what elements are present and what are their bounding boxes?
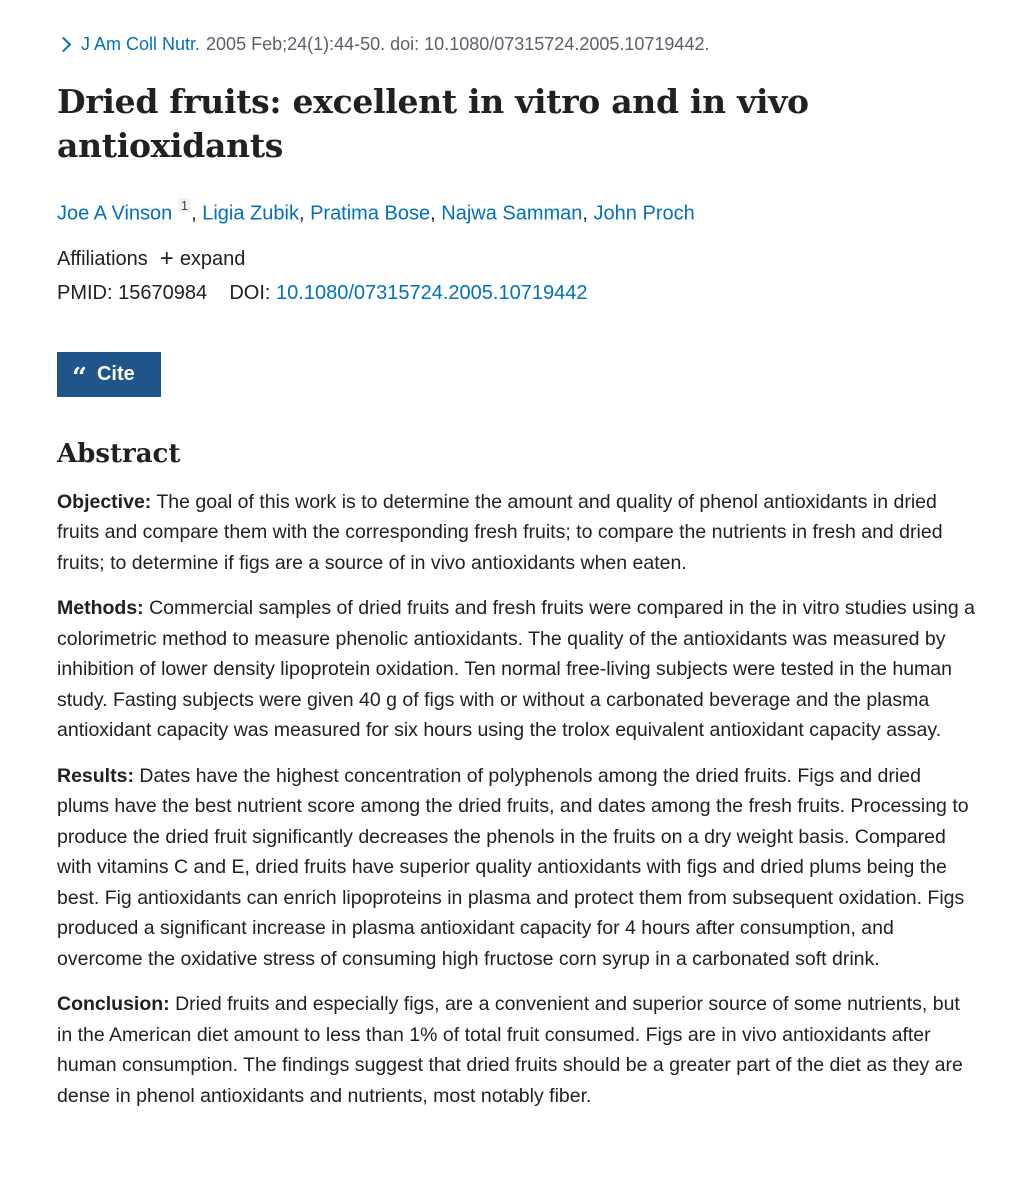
journal-link[interactable]: J Am Coll Nutr. bbox=[81, 34, 201, 54]
chevron-right-icon[interactable] bbox=[56, 36, 72, 52]
article-title: Dried fruits: excellent in vitro and in vivo antioxidants bbox=[57, 82, 809, 165]
doi-link[interactable]: 10.1080/07315724.2005.10719442 bbox=[276, 281, 588, 304]
author-link[interactable]: John Proch bbox=[593, 202, 695, 225]
author-link[interactable]: Ligia Zubik bbox=[202, 202, 299, 225]
author-link[interactable]: Joe A Vinson bbox=[57, 202, 173, 225]
author-link[interactable]: Pratima Bose bbox=[310, 202, 431, 225]
section-label: Objective: bbox=[57, 490, 152, 513]
section-text: Commercial samples of dried fruits and fresh fruits were compared in the in vitro studies using a colorimetric method to measure phenolic antioxidants. The quality of the antioxidants was measured by inhibition of lower density lipoprotein oxidation. Ten normal free-living subjects were tested in the human study. Fasting subjects were given 40 g of figs with or without a carbonated beverage and the plasma antioxidant capacity was measured for six hours using the trolox equivalent antioxidant capacity assay. bbox=[57, 597, 975, 742]
section-label: Methods: bbox=[57, 597, 144, 620]
plus-icon[interactable]: + bbox=[159, 244, 174, 272]
pmid-value: 15670984 bbox=[118, 281, 208, 304]
cite-button[interactable] bbox=[57, 352, 161, 397]
cite-button-label: Cite bbox=[96, 362, 135, 385]
abstract-results bbox=[57, 761, 977, 975]
section-label: Conclusion: bbox=[57, 993, 170, 1016]
doi-label: DOI: bbox=[229, 281, 271, 304]
article-page bbox=[57, 30, 977, 1111]
section-text: Dried fruits and especially figs, are a convenient and superior source of some nutrients, but in the American diet amount to less than 1% of total fruit consumed. Figs are in vivo antioxidants after human consumption. The findings suggest that dried fruits should be a greater part of the diet as they are dense in phenol antioxidants and nutrients, most notably fiber. bbox=[57, 993, 963, 1107]
section-text: The goal of this work is to determine the amount and quality of phenol antioxidants in dried fruits and compare them with the corresponding fresh fruits; to compare the nutrients in fresh and dried fruits; to determine if figs are a source of in vivo antioxidants when eaten. bbox=[57, 490, 943, 574]
quote-icon: “ bbox=[72, 363, 87, 394]
affiliation-ref[interactable]: 1 bbox=[178, 198, 191, 213]
author-list: Joe A Vinson $^1$ , Ligia Zubik, Pratima Bose, Najwa Samman, John Proch bbox=[57, 198, 695, 225]
expand-affiliations-button[interactable]: expand bbox=[179, 247, 246, 270]
section-text: Dates have the highest concentration of polyphenols among the dried fruits. Figs and dried plums have the best nutrient score among the dried fruits, and dates among the fresh fruits. Processing to produce the dried fruit significantly decreases the phenols in the fruits on a dry weight basis. Compared with vitamins C and E, dried fruits have superior quality antioxidants with figs and dried plums being the best. Fig antioxidants can enrich lipoproteins in plasma and protect them from subsequent oxidation. Figs produced a significant increase in plasma antioxidant capacity for 4 hours after consumption, and overcome the oxidative stress of consuming high fructose corn syrup in a carbonated soft drink. bbox=[57, 764, 969, 970]
author-link[interactable]: Najwa Samman bbox=[441, 202, 583, 225]
citation-details: 2005 Feb;24(1):44-50. doi: 10.1080/07315724.2005.10719442. bbox=[206, 34, 710, 54]
abstract-objective bbox=[57, 487, 977, 579]
section-label: Results: bbox=[57, 764, 134, 787]
affiliations-label: Affiliations bbox=[57, 247, 148, 270]
pmid-label: PMID: bbox=[57, 281, 113, 304]
identifiers-row bbox=[57, 279, 977, 307]
abstract-heading: Abstract bbox=[57, 438, 181, 469]
citation-line bbox=[57, 30, 977, 58]
abstract-conclusion bbox=[57, 989, 977, 1111]
affiliations-row bbox=[57, 245, 977, 273]
abstract-methods bbox=[57, 593, 977, 746]
